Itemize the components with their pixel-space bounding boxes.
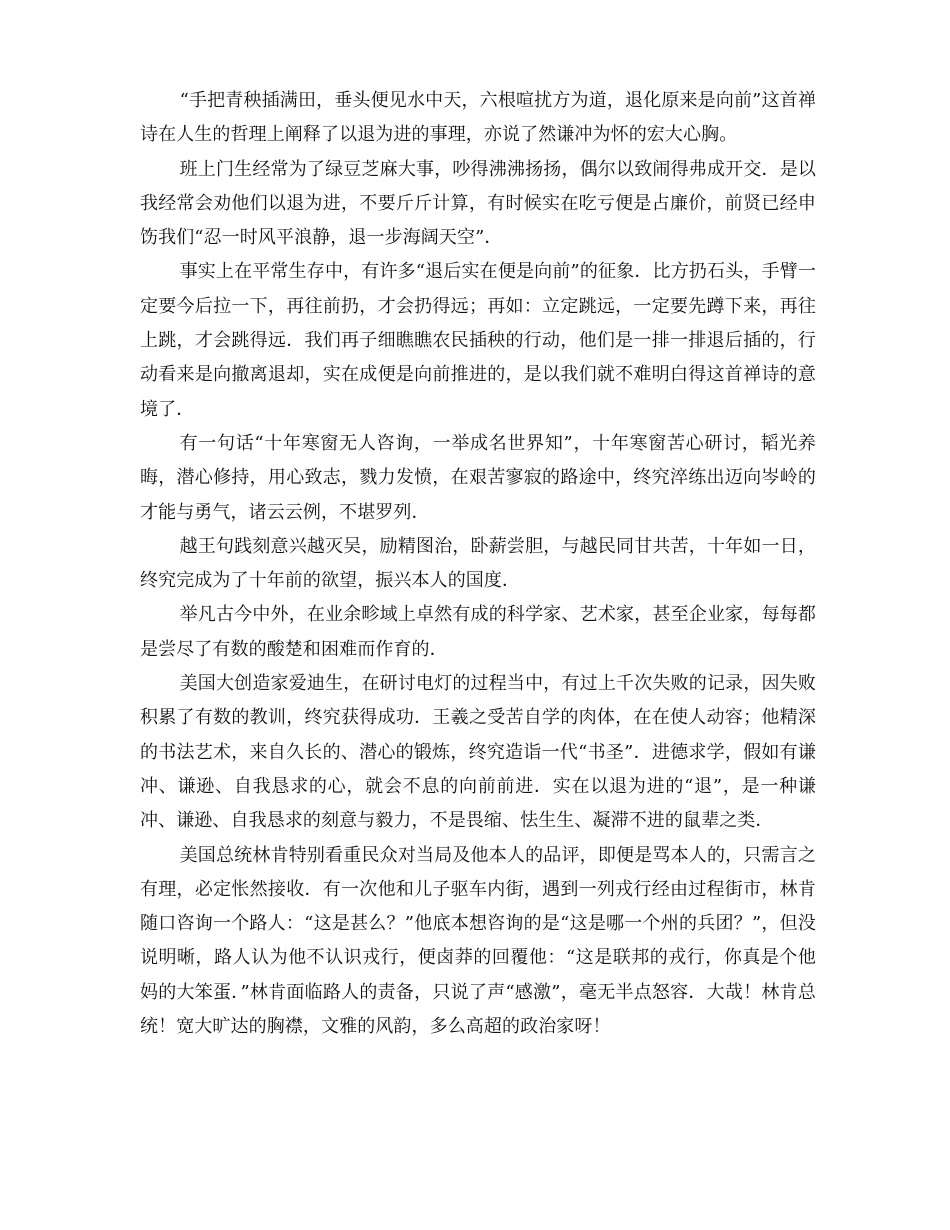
paragraph-8: 美国总统林肯特别看重民众对当局及他本人的品评，即便是骂本人的，只需言之有理，必定怅然接收．有一次他和儿子驱车内街，遇到一列戎行经由过程街市，林肯随口咨询一个路人：“这是甚么？”他底本想咨询的是“这是哪一个州的兵团？”，但没说明晰，路人认为他不认识戎行，便卤莽的回覆他：“这是联邦的戎行，你真是个他妈的大笨蛋．”林肯面临路人的责备，只说了声“感激”，毫无半点怒容．大哉！林肯总统！宽大旷达的胸襟，文雅的风韵，多么高超的政治家呀！: [140, 844, 816, 1038]
paragraph-2: 班上门生经常为了绿豆芝麻大事，吵得沸沸扬扬，偶尔以致闹得弗成开交．是以我经常会劝他们以退为进，不要斤斤计算，有时候实在吃亏便是占廉价，前贤已经申饬我们“忍一时风平浪静，退一步海阔天空”．: [140, 158, 816, 249]
paragraph-1: “手把青秧插满田，垂头便见水中天，六根喧扰方为道，退化原来是向前”这首禅诗在人生的哲理上阐释了以退为进的事理，亦说了然谦冲为怀的宏大心胸。: [140, 90, 816, 146]
paragraph-5: 越王句践刻意兴越灭吴，励精图治，卧薪尝胆，与越民同甘共苦，十年如一日，终究完成为了十年前的欲望，振兴本人的国度．: [140, 535, 816, 592]
paragraph-3: 事实上在平常生存中，有许多“退后实在便是向前”的征象．比方扔石头，手臂一定要今后拉一下，再往前扔，才会扔得远；再如：立定跳远，一定要先蹲下来，再往上跳，才会跳得远．我们再子细瞧瞧农民插秧的行动，他们是一排一排退后插的，行动看来是向撤离退却，实在成便是向前推进的，是以我们就不难明白得这首禅诗的意境了．: [140, 261, 816, 420]
paragraph-7: 美国大创造家爱迪生，在研讨电灯的过程当中，有过上千次失败的记录，因失败积累了有数的教训，终究获得成功．王羲之受苦自学的肉体，在在使人动容；他精深的书法艺术，来自久长的、潜心的锻炼，终究造诣一代“书圣”．进德求学，假如有谦冲、谦逊、自我恳求的心，就会不息的向前前进．实在以退为进的“退”，是一种谦冲、谦逊、自我恳求的刻意与毅力，不是畏缩、怯生生、凝滞不进的鼠辈之类．: [140, 673, 816, 832]
paragraph-6: 举凡古今中外，在业余畛域上卓然有成的科学家、艺术家，甚至企业家，每每都是尝尽了有数的酸楚和困难而作育的．: [140, 604, 816, 660]
paragraph-4: 有一句话“十年寒窗无人咨询，一举成名世界知”，十年寒窗苦心研讨，韬光养晦，潜心修持，用心致志，戮力发愤，在艰苦寥寂的路途中，终究淬练出迈向岑岭的才能与勇气，诸云云例，不堪罗列．: [140, 432, 816, 523]
document-body: [140, 84, 816, 1044]
